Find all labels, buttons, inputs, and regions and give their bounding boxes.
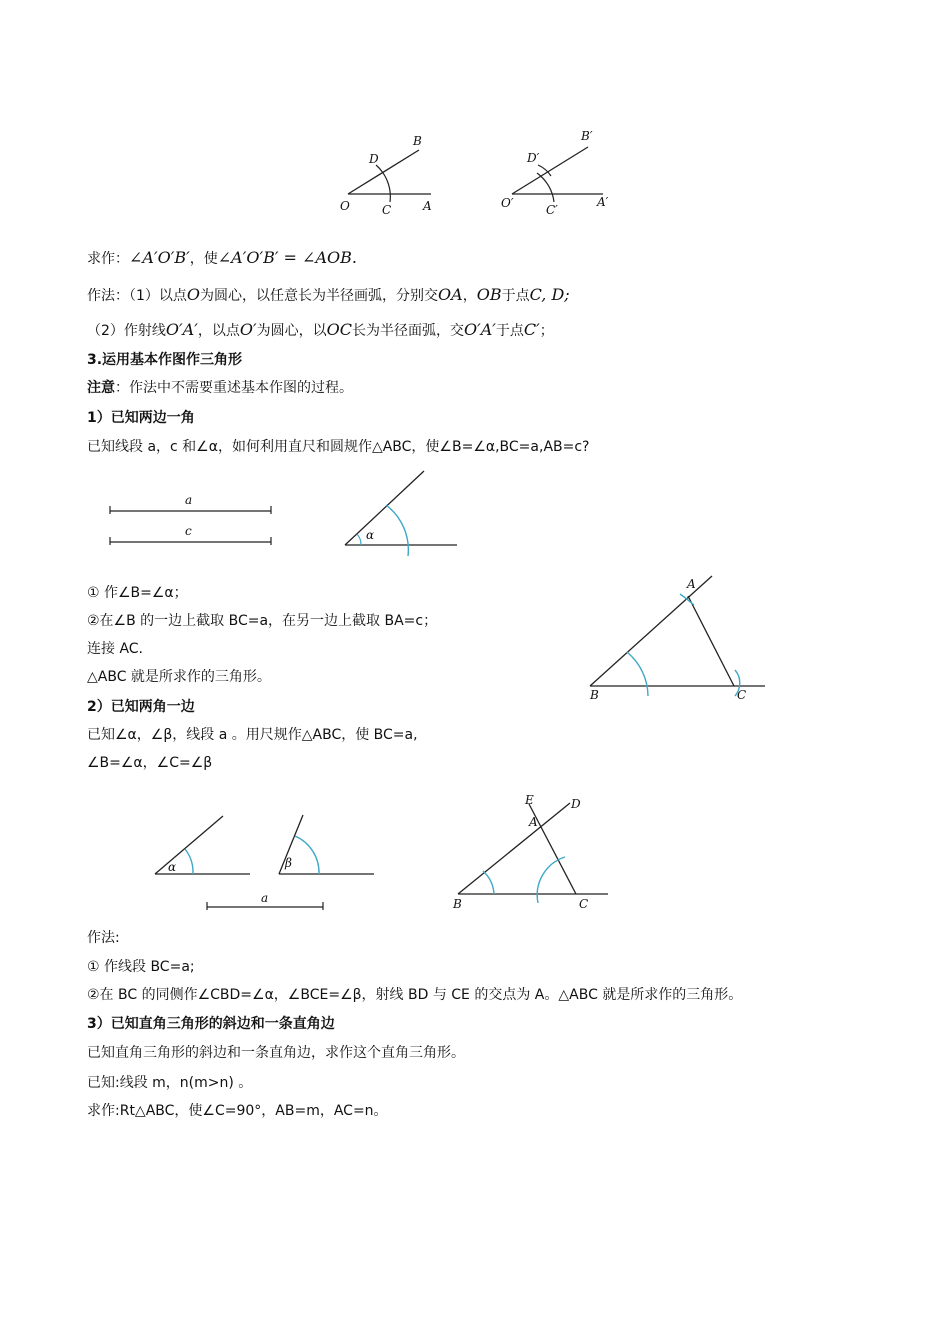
figure-given-segments-angle <box>105 468 475 563</box>
label-D: D <box>571 797 581 811</box>
label-C: C <box>737 688 747 702</box>
subsection-title-1: 1）已知两边一角 <box>87 410 195 426</box>
label-c: c <box>185 524 192 538</box>
text: 作法：（1）以点 <box>87 288 187 304</box>
label-C: C <box>579 897 589 911</box>
s1-step-1: ① 作∠B=∠α； <box>87 585 188 601</box>
s1-step-4: △ABC 就是所求作的三角形。 <box>87 669 271 685</box>
s2-step-1: ① 作线段 BC=a; <box>87 959 195 975</box>
math-O-prime: O′ <box>239 320 257 339</box>
line-zuofa-1 <box>87 285 570 306</box>
label-C: C <box>382 203 392 217</box>
line-qiuzuo <box>87 248 357 269</box>
s1-question: 已知线段 a，c 和∠α，如何利用直尺和圆规作△ABC，使∠B=∠α,BC=a,AB=c? <box>87 439 590 455</box>
label-beta: β <box>285 856 292 870</box>
figure-triangle-sas <box>585 572 770 702</box>
s3-text-1: 已知直角三角形的斜边和一条直角边，求作这个直角三角形。 <box>87 1045 465 1061</box>
s1-step-3: 连接 AC. <box>87 641 144 657</box>
line-zuofa-2 <box>87 320 554 341</box>
label-alpha: α <box>366 528 375 542</box>
label-O: O <box>340 199 350 213</box>
figure-angle-copy <box>335 130 635 220</box>
note <box>87 378 353 398</box>
s2-given-1: 已知∠α，∠β，线段 a 。用尺规作△ABC，使 BC=a, <box>87 727 418 743</box>
subsection-title-2: 2）已知两角一边 <box>87 699 195 715</box>
text: ，以点 <box>197 323 240 339</box>
angle-aob-diagram <box>340 134 432 217</box>
math-OA-prime-2: O′A′ <box>463 320 496 339</box>
s3-text-3: 求作:Rt△ABC，使∠C=90°，AB=m，AC=n。 <box>87 1103 388 1119</box>
label-a: a <box>185 493 193 507</box>
math-equation: ∠A′O′B′ = ∠AOB. <box>217 248 357 267</box>
text: 为圆心，以 <box>256 323 327 339</box>
label-O-prime: O′ <box>501 196 514 210</box>
label-A: A <box>423 199 432 213</box>
label-B: B <box>413 134 422 148</box>
text: 长为半径面弧，交 <box>351 323 464 339</box>
text: 于点 <box>501 288 530 304</box>
math-OB: OB <box>476 285 502 304</box>
label-A-prime: A′ <box>597 195 609 209</box>
section-title: 3.运用基本作图作三角形 <box>87 352 243 368</box>
label-B: B <box>590 688 599 702</box>
label-A: A <box>529 815 538 829</box>
label-A: A <box>687 577 696 591</box>
text: ； <box>539 323 554 339</box>
label-C-prime: C′ <box>546 203 558 217</box>
math-OC: OC <box>326 320 352 339</box>
label-B: B <box>453 897 462 911</box>
text: ，使 <box>189 251 218 267</box>
note-label: 注意 <box>87 380 115 396</box>
figure-given-angles-segment <box>150 808 390 913</box>
s2-method: 作法: <box>87 930 120 946</box>
label-D-prime: D′ <box>527 151 540 165</box>
s3-text-2: 已知:线段 m，n(m>n) 。 <box>87 1075 253 1091</box>
s2-step-2: ②在 BC 的同侧作∠CBD=∠α，∠BCE=∠β，射线 BD 与 CE 的交点为 A。△ABC 就是所求作的三角形。 <box>87 987 743 1003</box>
math-OA-prime: O′A′ <box>165 320 198 339</box>
math-OA: OA <box>438 285 463 304</box>
s2-given-2: ∠B=∠α，∠C=∠β <box>87 755 213 771</box>
math-CD: C, D; <box>529 285 570 304</box>
s1-step-2: ②在∠B 的一边上截取 BC=a，在另一边上截取 BA=c； <box>87 613 438 629</box>
text: 为圆心，以任意长为半径画弧，分别交 <box>200 288 439 304</box>
label-a: a <box>261 891 269 905</box>
math-O: O <box>186 285 201 304</box>
label-E: E <box>525 793 534 807</box>
label-D: D <box>369 152 379 166</box>
figure-triangle-asa <box>450 795 620 917</box>
math-C-prime: C′ <box>523 320 540 339</box>
label-B-prime: B′ <box>581 129 593 143</box>
label-alpha: α <box>168 860 177 874</box>
text: （2）作射线 <box>87 323 166 339</box>
angle-aob-prime-diagram <box>501 129 609 217</box>
math-angle-prime: ∠A′O′B′ <box>129 248 190 267</box>
text: 求作： <box>87 251 129 267</box>
subsection-title-3: 3）已知直角三角形的斜边和一条直角边 <box>87 1016 335 1032</box>
text: 于点 <box>495 323 524 339</box>
note-text: ：作法中不需要重述基本作图的过程。 <box>115 380 353 396</box>
text: ， <box>462 288 477 304</box>
